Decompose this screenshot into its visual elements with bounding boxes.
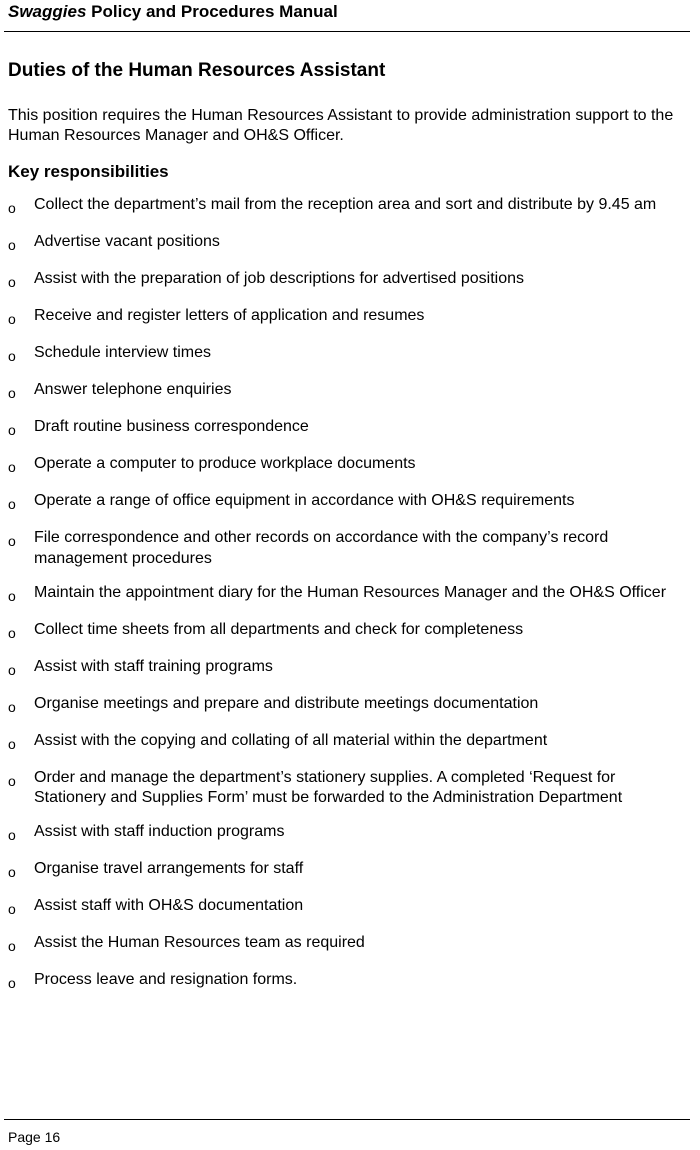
list-item	[8, 583, 686, 607]
list-item	[8, 620, 686, 644]
responsibility-text: Answer telephone enquiries	[34, 381, 232, 398]
responsibility-text: Assist with staff training programs	[34, 657, 273, 675]
list-item	[8, 731, 686, 755]
bullet-icon: o	[8, 274, 16, 290]
responsibility-text: Schedule interview times	[34, 344, 211, 361]
list-item	[8, 491, 686, 515]
bullet-icon: o	[8, 200, 16, 216]
bullet-icon: o	[8, 901, 16, 917]
bullet-icon: o	[8, 698, 16, 715]
bullet-icon: o	[8, 772, 16, 789]
responsibility-text: Maintain the appointment diary for the Human Resources Manager and the OH&S Officer	[34, 583, 667, 601]
footer-divider	[4, 1119, 690, 1120]
list-item	[8, 380, 686, 404]
responsibility-text: Process leave and resignation forms.	[34, 971, 298, 988]
responsibility-text: Draft routine business correspondence	[34, 418, 309, 435]
bullet-icon: o	[8, 311, 16, 327]
list-item	[8, 306, 686, 330]
list-item	[8, 768, 686, 809]
list-item	[8, 859, 686, 883]
list-item	[8, 896, 686, 920]
bullet-icon: o	[8, 533, 16, 549]
section-heading: Key responsibilities	[8, 162, 169, 181]
manual-title: Policy and Procedures Manual	[86, 2, 338, 21]
bullet-icon: o	[8, 348, 16, 364]
list-item	[8, 343, 686, 367]
list-item	[8, 694, 686, 718]
list-item	[8, 970, 686, 994]
responsibility-text: Assist staff with OH&S documentation	[34, 897, 304, 914]
intro-paragraph: This position requires the Human Resources Assistant to provide administration support to the Human Resources Manager and OH&S Officer.	[8, 107, 674, 144]
list-item	[8, 454, 686, 478]
responsibility-text: Collect time sheets from all departments and check for completeness	[34, 620, 524, 638]
list-item	[8, 417, 686, 441]
document-header	[8, 0, 338, 24]
list-item	[8, 933, 686, 957]
bullet-icon: o	[8, 938, 16, 954]
company-name: Swaggies	[8, 2, 87, 21]
bullet-icon: o	[8, 735, 16, 752]
responsibility-text: File correspondence and other records on accordance with the company’s record management procedures	[34, 529, 609, 567]
document-body	[8, 59, 686, 1007]
responsibility-text: Collect the department’s mail from the reception area and sort and distribute by 9.45 am	[34, 196, 657, 213]
responsibility-text: Assist with staff induction programs	[34, 823, 285, 840]
bullet-icon: o	[8, 864, 16, 880]
list-item	[8, 822, 686, 846]
responsibility-text: Receive and register letters of application and resumes	[34, 307, 425, 324]
list-item	[8, 528, 686, 569]
responsibility-text: Organise travel arrangements for staff	[34, 860, 304, 877]
bullet-icon: o	[8, 975, 16, 991]
responsibility-text: Organise meetings and prepare and distribute meetings documentation	[34, 694, 539, 712]
bullet-icon: o	[8, 587, 16, 604]
bullet-icon: o	[8, 827, 16, 843]
responsibility-text: Assist the Human Resources team as required	[34, 934, 365, 951]
responsibilities-list	[8, 195, 686, 994]
bullet-icon: o	[8, 422, 16, 438]
header-divider	[4, 31, 690, 32]
bullet-icon: o	[8, 496, 16, 512]
responsibility-text: Operate a computer to produce workplace documents	[34, 455, 416, 472]
responsibility-text: Assist with the preparation of job descriptions for advertised positions	[34, 270, 525, 287]
list-item	[8, 657, 686, 681]
list-item	[8, 232, 686, 256]
responsibility-text: Order and manage the department’s stationery supplies. A completed ‘Request for Stationery and Supplies Form’ must be forwarded to the Administration Department	[34, 768, 623, 806]
page-title: Duties of the Human Resources Assistant	[8, 60, 386, 81]
bullet-icon: o	[8, 459, 16, 475]
responsibility-text: Assist with the copying and collating of all material within the department	[34, 731, 548, 749]
responsibility-text: Operate a range of office equipment in accordance with OH&S requirements	[34, 492, 575, 509]
page-number: Page 16	[8, 1129, 61, 1145]
bullet-icon: o	[8, 624, 16, 641]
responsibility-text: Advertise vacant positions	[34, 233, 220, 250]
bullet-icon: o	[8, 237, 16, 253]
bullet-icon: o	[8, 661, 16, 678]
list-item	[8, 269, 686, 293]
list-item	[8, 195, 686, 219]
bullet-icon: o	[8, 385, 16, 401]
